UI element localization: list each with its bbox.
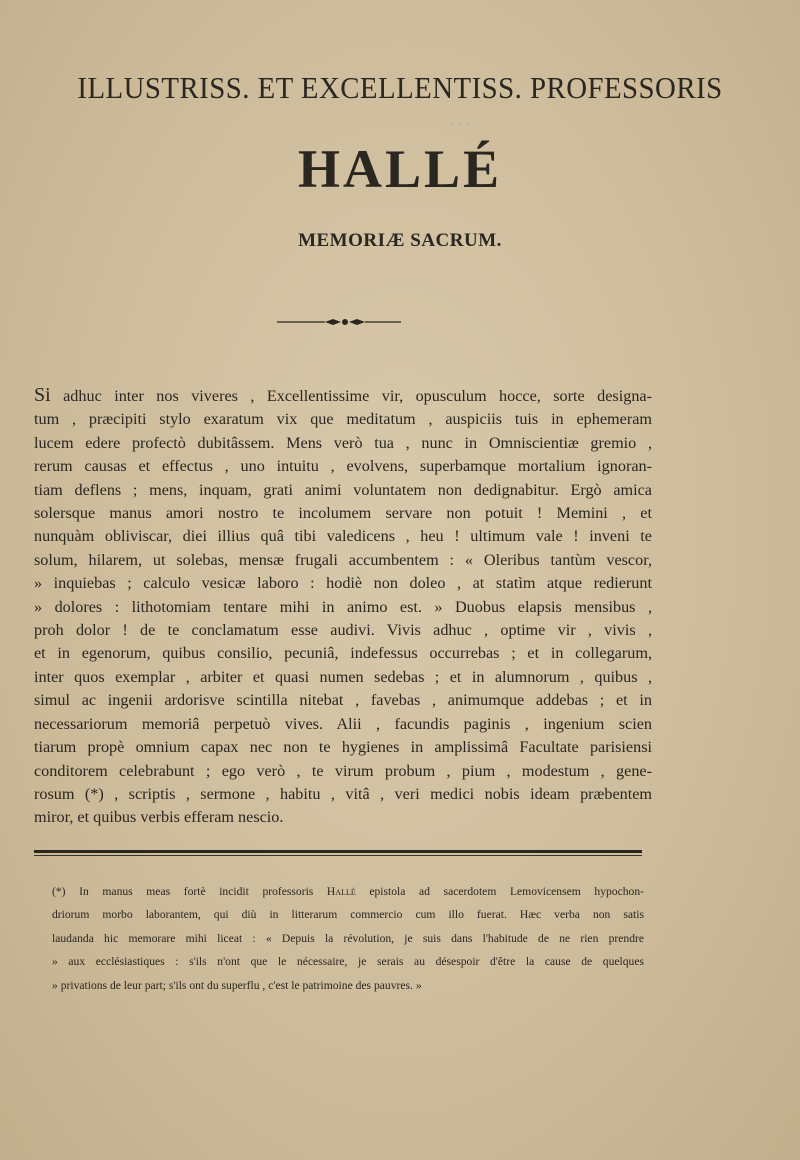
footnote-line: (*) In manus meas fortè incidit professoris Hallé epistola ad sacerdotem Lemovicensem hypochon- xyxy=(52,885,644,898)
body-line: Si adhuc inter nos viveres , Excellentissime vir, opusculum hocce, sorte designa- xyxy=(34,384,652,406)
footnote-line: driorum morbo laborantem, qui diù in litterarum commercio cum illo fuerat. Hæc verba non satis xyxy=(52,908,644,922)
body-line: necessariorum memoriâ perpetuò vives. Alii , facundis paginis , ingenium scien xyxy=(34,714,652,733)
body-line: tiarum propè omnium capax nec non te hygienes in amplissimâ Facultate parisiensi xyxy=(34,738,652,757)
footnote-separator-rule xyxy=(34,850,642,853)
body-line: » inquiebas ; calculo vesicæ laboro : hodiè non doleo , at statìm atque redierunt xyxy=(34,574,652,593)
bleed-through-text: · · · xyxy=(450,118,471,133)
body-line: solersque manus amori nostro te incolumem servare non potuit ! Memini , et xyxy=(34,504,652,523)
ornament-divider xyxy=(275,315,405,329)
footnote-marker: (*) xyxy=(52,885,66,898)
body-line: tum , præcipiti stylo exaratum vix que meditatum , auspiciis tuis in ephemeram xyxy=(34,410,652,429)
drop-cap: Si xyxy=(34,384,51,406)
body-line: lucem edere profectò dubitâssem. Mens verò tua , nunc in Omniscientiæ gremio , xyxy=(34,433,652,452)
body-line: » dolores : lithotomiam tentare mihi in animo est. » Duobus elapsis mensibus , xyxy=(34,597,652,616)
body-line: proh dolor ! de te conclamatum esse audivi. Vivis adhuc , optime vir , vivis , xyxy=(34,621,652,640)
body-paragraph xyxy=(34,384,652,830)
heading-line-3: MEMORIÆ SACRUM. xyxy=(298,230,502,251)
body-line: nunquàm obliviscar, diei illius quâ tibi valedicens , heu ! ultimum vale ! inveni te xyxy=(34,527,652,546)
body-line: rerum causas et effectus , uno intuitu , evolvens, superbamque mortalium ignoran- xyxy=(34,457,652,476)
body-line: simul ac ingenii ardorisve scintilla nitebat , favebas , animumque addebas ; et in xyxy=(34,691,652,710)
body-line: inter quos exemplar , arbiter et quasi numen sedebas ; et in alumnorum , quibus , xyxy=(34,667,652,686)
body-line: solum, hilarem, ut solebas, mensæ frugali accumbentem : « Oleribus tantùm vescor, xyxy=(34,550,652,569)
body-line: rosum (*) , scriptis , sermone , habitu , vitâ , veri medici nobis ideam præbentem xyxy=(34,784,652,803)
body-line: conditorem celebrabunt ; ego verò , te virum probum , pium , modestum , gene- xyxy=(34,761,652,780)
footnote-line: » privations de leur part; s'ils ont du superflu , c'est le patrimoine des pauvres. » xyxy=(52,978,422,992)
footnote-line: » aux ecclésiastiques : s'ils n'ont que le nécessaire, je serais au désespoir d'être la cause de quelques xyxy=(52,955,644,969)
footnote-author-name: Hallé xyxy=(326,885,356,898)
heading-name: HALLÉ xyxy=(297,139,503,199)
body-line: miror, et quibus verbis efferam nescio. xyxy=(34,808,284,827)
heading-line-1: ILLUSTRISS. ET EXCELLENTISS. PROFESSORIS xyxy=(77,70,723,105)
footnote-line: laudanda hic memorare mihi liceat : « Depuis la révolution, je suis dans l'habitude de ne rien prendre xyxy=(52,931,644,945)
body-line: tiam deflens ; mens, inquam, grati animi voluntatem non dedignabitur. Ergò amica xyxy=(34,480,652,499)
footnote xyxy=(52,880,644,997)
body-line: et in egenorum, quibus consilio, pecuniâ, indefessus occurrebas ; et in collegarum, xyxy=(34,644,652,663)
